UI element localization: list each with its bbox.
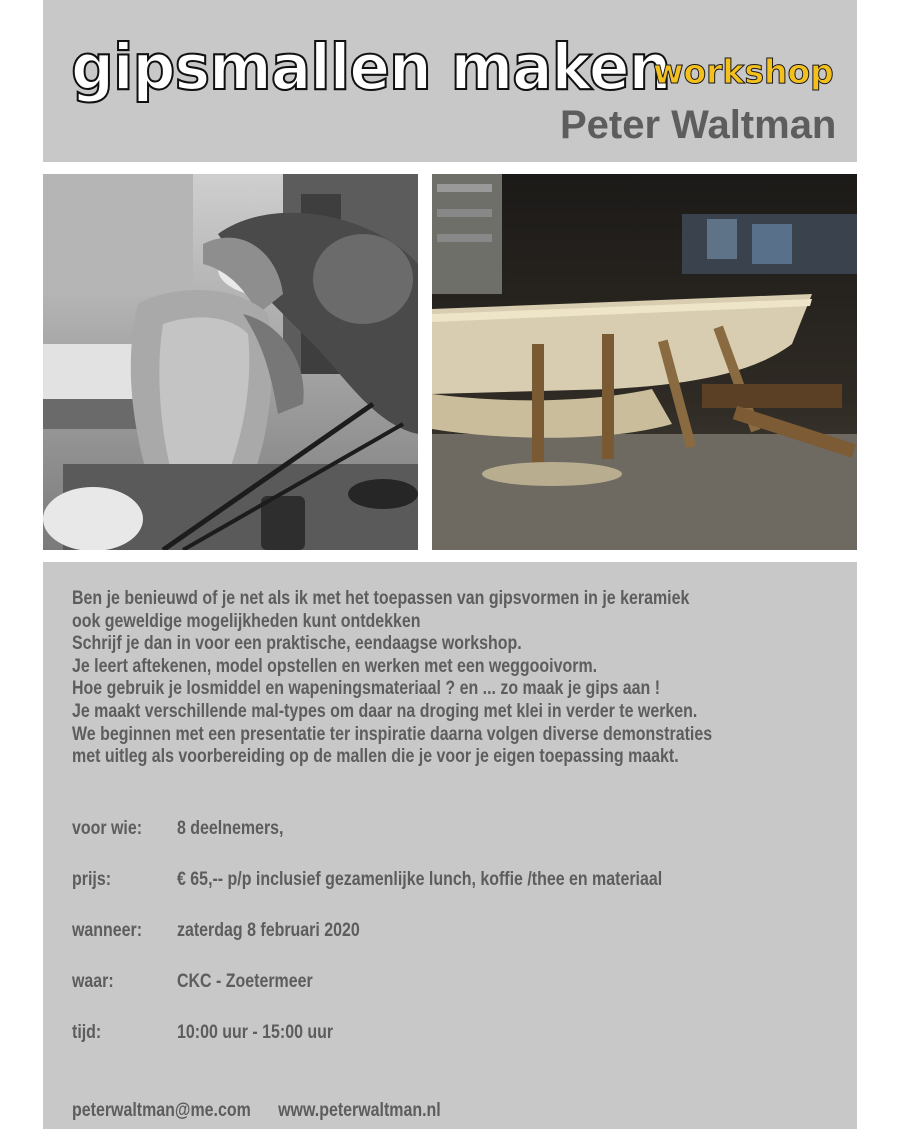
detail-label: prijs: bbox=[72, 869, 112, 890]
intro-line: Schrijf je dan in voor een praktische, eendaagse workshop. bbox=[72, 633, 522, 655]
email-link[interactable]: peterwaltman@me.com bbox=[72, 1100, 251, 1121]
detail-value: 10:00 uur - 15:00 uur bbox=[177, 1022, 334, 1043]
intro-line: Je leert aftekenen, model opstellen en werken met een weggooivorm. bbox=[72, 655, 598, 677]
detail-row-voor-wie bbox=[72, 818, 852, 842]
detail-value: 8 deelnemers, bbox=[177, 818, 284, 839]
boat-mould-image bbox=[432, 174, 857, 550]
detail-value: CKC - Zoetermeer bbox=[177, 971, 313, 992]
workshop-badge: workshop bbox=[653, 52, 834, 91]
author-name: Peter Waltman bbox=[560, 103, 837, 147]
detail-row-wanneer bbox=[72, 920, 852, 944]
plaster-torso-image bbox=[43, 174, 418, 550]
detail-row-waar bbox=[72, 971, 852, 995]
website-link[interactable]: www.peterwaltman.nl bbox=[278, 1100, 441, 1121]
description-panel bbox=[43, 562, 857, 1129]
intro-text bbox=[72, 588, 712, 769]
detail-label: waar: bbox=[72, 971, 114, 992]
intro-line: Ben je benieuwd of je net als ik met het toepassen van gipsvormen in je keramiek bbox=[72, 588, 690, 609]
detail-row-tijd bbox=[72, 1022, 852, 1046]
intro-line: met uitleg als voorbereiding op de mallen die je voor je eigen toepassing maakt. bbox=[72, 746, 679, 768]
header-panel bbox=[43, 0, 857, 162]
page-title: gipsmallen maken bbox=[71, 31, 671, 105]
intro-line: We beginnen met een presentatie ter inspiratie daarna volgen diverse demonstraties bbox=[72, 723, 713, 745]
detail-label: wanneer: bbox=[72, 920, 143, 941]
intro-line: ook geweldige mogelijkheden kunt ontdekken bbox=[72, 610, 421, 632]
intro-line: Je maakt verschillende mal-types om daar na droging met klei in verder te werken. bbox=[72, 700, 698, 722]
detail-row-prijs bbox=[72, 869, 852, 893]
photo-plaster-torso bbox=[43, 174, 418, 550]
detail-value: € 65,-- p/p inclusief gezamenlijke lunch, koffie /thee en materiaal bbox=[177, 869, 663, 890]
contact-footer bbox=[72, 1100, 441, 1122]
photo-boat-mould bbox=[432, 174, 857, 550]
detail-label: voor wie: bbox=[72, 818, 143, 839]
intro-line: Hoe gebruik je losmiddel en wapeningsmateriaal ? en ... zo maak je gips aan ! bbox=[72, 678, 661, 700]
detail-value: zaterdag 8 februari 2020 bbox=[177, 920, 360, 941]
detail-label: tijd: bbox=[72, 1022, 102, 1043]
